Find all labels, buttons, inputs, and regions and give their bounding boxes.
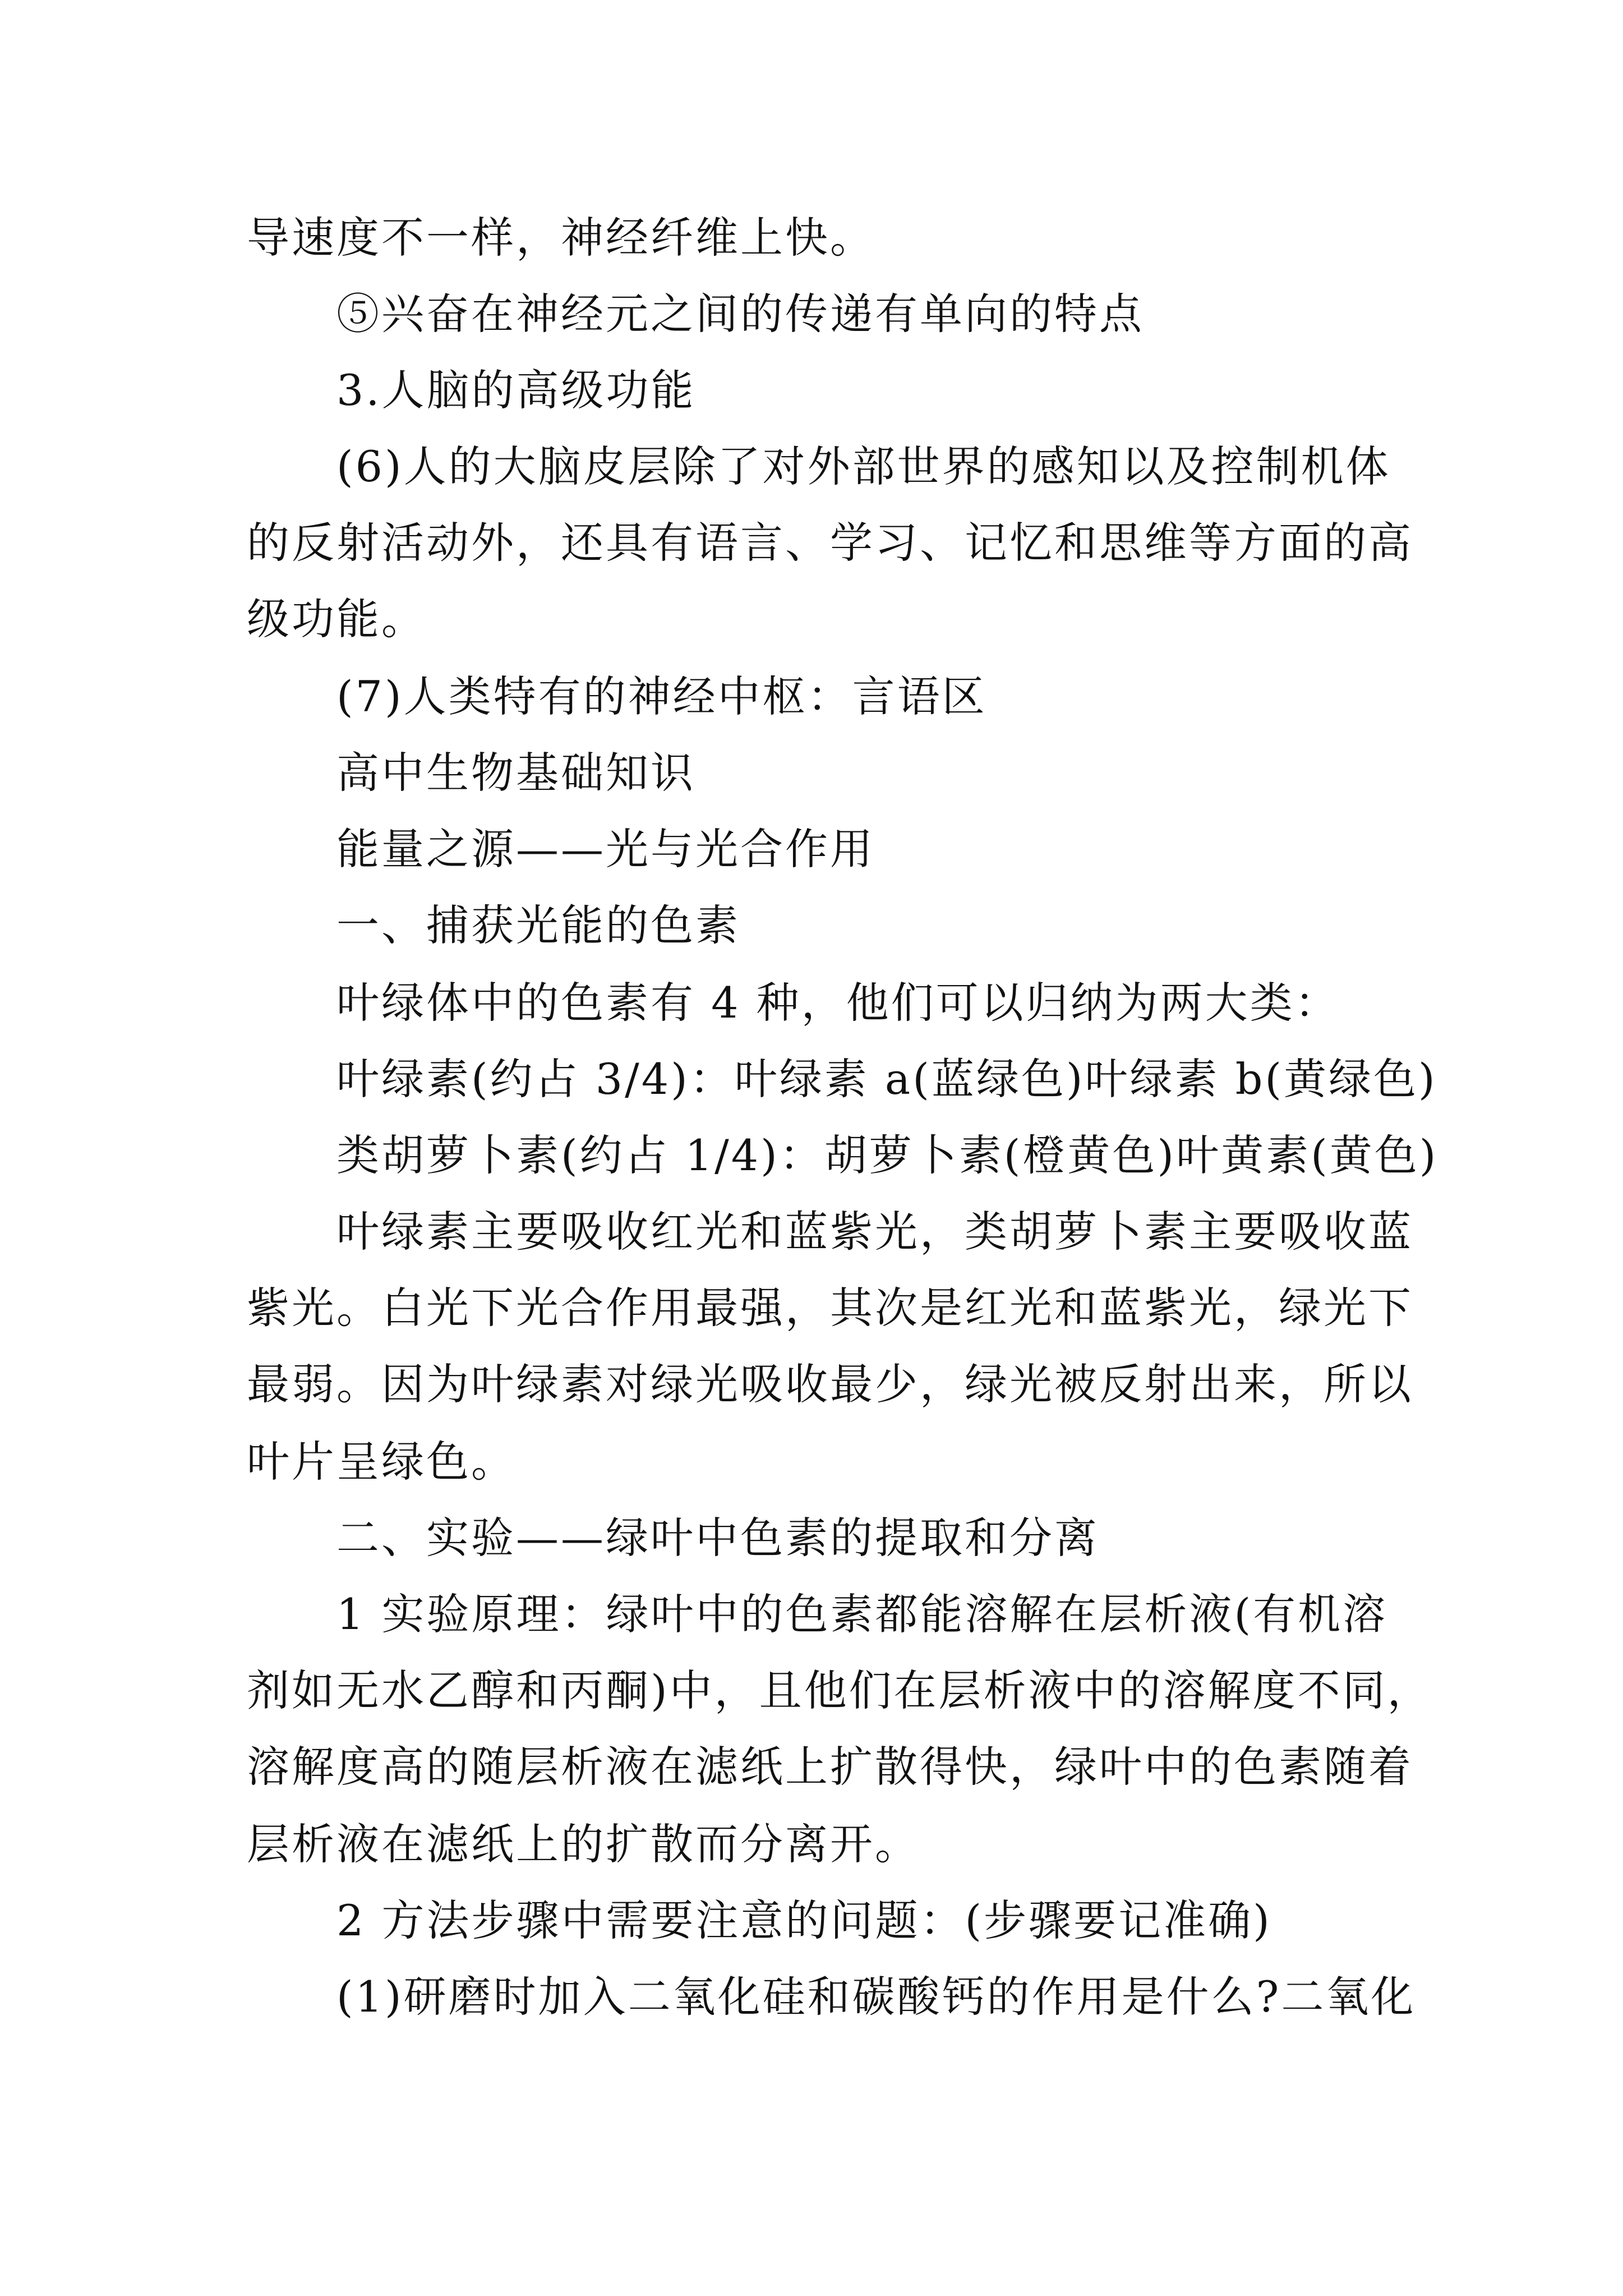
text-line: 级功能。 [247,594,426,644]
text-line: 层析液在滤纸上的扩散而分离开。 [247,1819,920,1869]
section-heading: 一、捕获光能的色素 [336,900,740,950]
text-line: (6)人的大脑皮层除了对外部世界的感知以及控制机体 [336,441,1391,491]
text-line: 2 方法步骤中需要注意的问题：(步骤要记准确) [336,1895,1272,1945]
text-line: 叶绿素(约占 3/4)：叶绿素 a(蓝绿色)叶绿素 b(黄绿色) [336,1054,1437,1104]
text-line: (1)研磨时加入二氧化硅和碳酸钙的作用是什么?二氧化 [336,1972,1416,2022]
text-line: 溶解度高的随层析液在滤纸上扩散得快，绿叶中的色素随着 [247,1742,1413,1792]
section-heading: 3.人脑的高级功能 [336,365,696,415]
text-line: 紫光。白光下光合作用最强，其次是红光和蓝紫光，绿光下 [247,1283,1413,1333]
text-line: 剂如无水乙醇和丙酮)中，且他们在层析液中的溶解度不同， [247,1665,1432,1715]
text-line: 1 实验原理：绿叶中的色素都能溶解在层析液(有机溶 [336,1589,1388,1639]
text-line: 导速度不一样，神经纤维上快。 [247,213,875,263]
section-heading: 二、实验——绿叶中色素的提取和分离 [336,1513,1099,1563]
text-line: ⑤兴奋在神经元之间的传递有单向的特点 [336,289,1144,339]
text-line: 叶绿体中的色素有 4 种，他们可以归纳为两大类： [336,978,1340,1028]
text-line: (7)人类特有的神经中枢：言语区 [336,671,987,721]
text-line: 的反射活动外，还具有语言、学习、记忆和思维等方面的高 [247,518,1413,568]
text-line: 最弱。因为叶绿素对绿光吸收最少，绿光被反射出来，所以 [247,1359,1413,1409]
section-heading: 高中生物基础知识 [336,748,695,798]
text-line: 类胡萝卜素(约占 1/4)：胡萝卜素(橙黄色)叶黄素(黄色) [336,1130,1438,1180]
text-line: 叶绿素主要吸收红光和蓝紫光，类胡萝卜素主要吸收蓝 [336,1207,1413,1257]
section-heading: 能量之源——光与光合作用 [336,824,875,874]
text-line: 叶片呈绿色。 [247,1437,516,1487]
